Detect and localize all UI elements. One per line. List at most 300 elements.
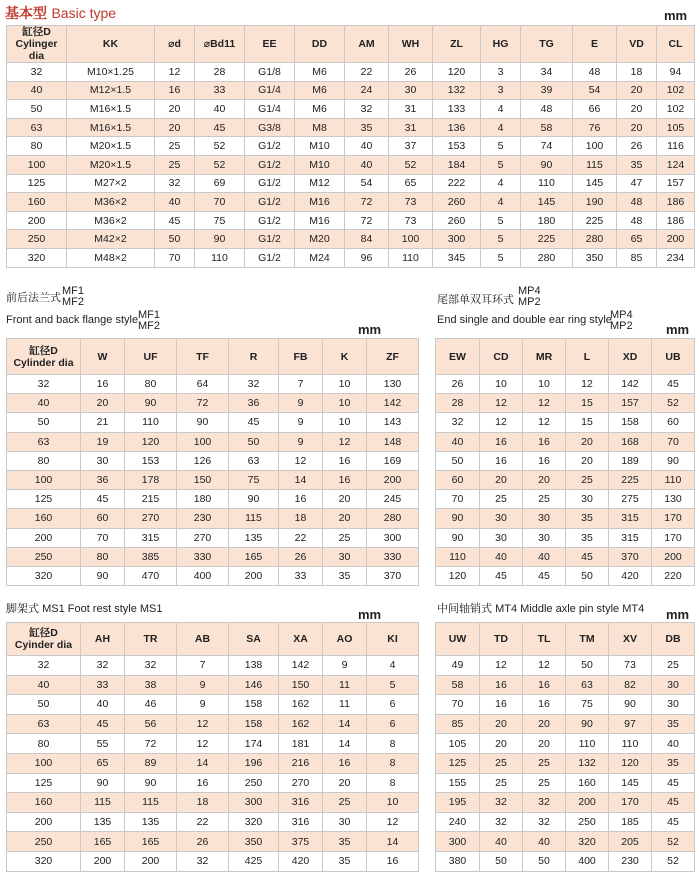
foot-cell: 16 [323,753,367,773]
foot-table [6,622,419,872]
ear-table-row [436,375,695,394]
flange-cell: 270 [177,528,229,547]
ear-cell: 45 [523,566,566,585]
flange-cell: 30 [81,451,125,470]
flange-code2-en: MF2 [138,320,160,332]
ear-cell: 12 [480,413,523,432]
flange-cell: 33 [279,566,323,585]
basic-cell: 4 [481,100,521,119]
ear-cell: 370 [609,547,652,566]
pin-cell: 205 [609,832,652,852]
pin-table-row [436,734,695,754]
basic-table-row [7,193,695,212]
flange-cell: 100 [7,470,81,489]
basic-cell: G1/2 [245,174,295,193]
basic-cell: 37 [389,137,433,156]
flange-col-header: TF [177,339,229,375]
ear-cell: 40 [523,547,566,566]
flange-title-cn: 前后法兰式 [6,292,61,304]
basic-cell: 65 [617,230,657,249]
foot-cell: 55 [81,734,125,754]
flange-unit: mm [358,322,382,337]
flange-cell: 20 [323,490,367,509]
ear-cell: 275 [609,490,652,509]
flange-cell: 315 [125,528,177,547]
foot-cell: 56 [125,714,177,734]
basic-cell: G1/2 [245,137,295,156]
flange-code2: MF2 [62,296,84,308]
foot-cell: 10 [367,793,419,813]
foot-cell: 32 [81,656,125,676]
flange-cell: 19 [81,432,125,451]
basic-cell: M12×1.5 [67,81,155,100]
basic-cell: 100 [7,155,67,174]
foot-cell: 14 [367,832,419,852]
foot-cell: 14 [323,714,367,734]
ear-table-row [436,566,695,585]
basic-col-header: HG [481,26,521,63]
ear-table-row [436,394,695,413]
flange-cell: 215 [125,490,177,509]
pin-cell: 90 [566,714,609,734]
flange-cell: 10 [323,413,367,432]
basic-cell: 4 [481,193,521,212]
foot-cell: 40 [81,695,125,715]
basic-cell: 25 [155,137,195,156]
basic-table-row [7,211,695,230]
basic-cell: 28 [195,63,245,82]
basic-cell: M16 [295,211,345,230]
foot-cell: 35 [323,832,367,852]
foot-table-row [7,812,419,832]
basic-cell: M10×1.25 [67,63,155,82]
basic-cell: 145 [521,193,573,212]
flange-code1-en: MF1 [138,309,160,321]
flange-cell: 90 [177,413,229,432]
foot-cell: 12 [367,812,419,832]
foot-cell: 9 [177,675,229,695]
basic-table-row [7,118,695,137]
basic-col-header: AM [345,26,389,63]
basic-cell: 110 [521,174,573,193]
flange-cell: 16 [323,470,367,489]
pin-table-row [436,832,695,852]
flange-cell: 470 [125,566,177,585]
basic-cell: 80 [7,137,67,156]
pin-cell: 16 [523,695,566,715]
pin-cell: 35 [652,753,695,773]
flange-cell: 135 [229,528,279,547]
foot-cell: 40 [7,675,81,695]
foot-cell: 300 [229,793,279,813]
pin-table-row [436,812,695,832]
foot-cell: 22 [177,812,229,832]
basic-cell: 85 [617,248,657,267]
flange-cell: 12 [279,451,323,470]
pin-cell: 73 [609,656,652,676]
basic-cell: 280 [573,230,617,249]
pin-cell: 25 [480,753,523,773]
foot-cell: 320 [229,812,279,832]
flange-cell: 330 [177,547,229,566]
basic-cell: 234 [657,248,695,267]
basic-cell: 115 [573,155,617,174]
ear-code2-en: MP2 [610,320,633,332]
pin-table-row [436,675,695,695]
foot-cell: 158 [229,714,279,734]
foot-cell: 160 [7,793,81,813]
pin-unit: mm [666,607,690,622]
foot-cell: 162 [279,714,323,734]
pin-cell: 52 [652,851,695,871]
basic-unit: mm [664,8,688,23]
flange-cell: 400 [177,566,229,585]
pin-cell: 50 [523,851,566,871]
pin-cell: 25 [523,773,566,793]
flange-cell: 80 [7,451,81,470]
flange-cell: 150 [177,470,229,489]
flange-cell: 72 [177,394,229,413]
basic-table-row [7,81,695,100]
basic-cell: 110 [195,248,245,267]
flange-cell: 180 [177,490,229,509]
ear-cell: 30 [480,528,523,547]
foot-col-header: AH [81,623,125,656]
basic-cell: M36×2 [67,193,155,212]
pin-cell: 20 [480,714,523,734]
ear-cell: 90 [652,451,695,470]
basic-cell: 26 [389,63,433,82]
ear-cell: 35 [566,509,609,528]
ear-unit: mm [666,322,690,337]
basic-col-header: CL [657,26,695,63]
ear-cell: 12 [566,375,609,394]
basic-cell: 65 [389,174,433,193]
ear-cell: 225 [609,470,652,489]
pin-cell: 230 [609,851,652,871]
foot-cell: 100 [7,753,81,773]
foot-cell: 26 [177,832,229,852]
foot-table-row [7,656,419,676]
pin-cell: 25 [652,656,695,676]
pin-col-header: TM [566,623,609,656]
basic-col-header: ZL [433,26,481,63]
foot-col-header: AO [323,623,367,656]
basic-cell: 90 [195,230,245,249]
foot-col-header: XA [279,623,323,656]
basic-cell: 94 [657,63,695,82]
ear-cell: 20 [566,432,609,451]
ear-cell: 16 [480,432,523,451]
basic-table-row [7,100,695,119]
flange-cell: 9 [279,413,323,432]
basic-title-en: Basic type [51,5,117,21]
basic-cell: 110 [389,248,433,267]
foot-cell: 146 [229,675,279,695]
flange-cell: 36 [229,394,279,413]
foot-cell: 7 [177,656,229,676]
foot-cell: 115 [125,793,177,813]
ear-code1: MP4 [518,285,541,297]
basic-cell: M36×2 [67,211,155,230]
foot-cell: 30 [323,812,367,832]
flange-cell: 36 [81,470,125,489]
foot-cell: 125 [7,773,81,793]
foot-cell: 14 [323,734,367,754]
basic-cell: 345 [433,248,481,267]
pin-cell: 155 [436,773,480,793]
pin-col-header: XV [609,623,652,656]
flange-cell: 148 [367,432,419,451]
basic-cell: 40 [345,137,389,156]
ear-cell: 10 [480,375,523,394]
basic-cell: 186 [657,211,695,230]
ear-col-header: MR [523,339,566,375]
foot-cell: 18 [177,793,229,813]
ear-table-row [436,413,695,432]
pin-cell: 16 [480,695,523,715]
basic-cell: 136 [433,118,481,137]
foot-cell: 115 [81,793,125,813]
ear-table-row [436,547,695,566]
basic-cell: 54 [573,81,617,100]
basic-cell: 40 [7,81,67,100]
pin-cell: 195 [436,793,480,813]
ear-cell: 50 [436,451,480,470]
basic-cell: 34 [521,63,573,82]
flange-cell: 80 [81,547,125,566]
pin-title-cn: 中间轴销式 [437,603,492,615]
basic-cell: 5 [481,137,521,156]
pin-cell: 170 [609,793,652,813]
foot-cell: 65 [81,753,125,773]
pin-cell: 52 [652,832,695,852]
foot-cell: 90 [81,773,125,793]
ear-cell: 40 [480,547,523,566]
flange-cell: 40 [7,394,81,413]
foot-cell: 35 [323,851,367,871]
basic-cell: 102 [657,100,695,119]
foot-cell: 165 [81,832,125,852]
pin-cell: 30 [652,675,695,695]
foot-cell: 174 [229,734,279,754]
basic-cell: 260 [433,193,481,212]
basic-col-header: EE [245,26,295,63]
basic-cell: 63 [7,118,67,137]
foot-cell: 5 [367,675,419,695]
ear-cell: 16 [480,451,523,470]
flange-cell: 35 [323,566,367,585]
basic-table [6,25,695,268]
basic-cell: M20×1.5 [67,137,155,156]
pin-cell: 250 [566,812,609,832]
ear-cell: 157 [609,394,652,413]
flange-cell: 50 [7,413,81,432]
flange-cell: 245 [367,490,419,509]
basic-cell: 200 [657,230,695,249]
pin-cell: 160 [566,773,609,793]
foot-cell: 270 [279,773,323,793]
basic-cell: M10 [295,137,345,156]
pin-cell: 380 [436,851,480,871]
basic-cell: 54 [345,174,389,193]
basic-col-header: VD [617,26,657,63]
pin-cell: 185 [609,812,652,832]
basic-cell: 4 [481,118,521,137]
ear-cell: 130 [652,490,695,509]
basic-cell: 48 [617,211,657,230]
flange-cell: 165 [229,547,279,566]
flange-cell: 9 [279,394,323,413]
basic-col-header: DD [295,26,345,63]
flange-cell: 16 [81,375,125,394]
foot-table-row [7,695,419,715]
foot-title-cn: 脚架式 [6,603,39,615]
basic-cell: 100 [389,230,433,249]
ear-col-header: XD [609,339,652,375]
foot-cell: 32 [125,656,177,676]
foot-table-row [7,832,419,852]
basic-cell: 70 [195,193,245,212]
pin-header-row [436,623,695,656]
foot-cell: 12 [177,714,229,734]
basic-cell: 39 [521,81,573,100]
basic-cell: M6 [295,81,345,100]
basic-cell: 96 [345,248,389,267]
flange-cell: 45 [229,413,279,432]
foot-title-en: MS1 Foot rest style MS1 [42,603,163,615]
basic-cell: 74 [521,137,573,156]
basic-cell: 186 [657,193,695,212]
flange-cell: 100 [177,432,229,451]
pin-cell: 12 [480,656,523,676]
flange-table-row [7,566,419,585]
ear-cell: 90 [436,509,480,528]
flange-title-en: Front and back flange style [6,314,139,326]
ear-cell: 30 [523,528,566,547]
basic-cell: 40 [195,100,245,119]
foot-cell: 8 [367,734,419,754]
flange-cell: 280 [367,509,419,528]
ear-title-en: End single and double ear ring style [437,314,612,326]
foot-cell: 6 [367,714,419,734]
flange-cell: 16 [279,490,323,509]
basic-cell: 30 [389,81,433,100]
flange-code1: MF1 [62,285,84,297]
pin-cell: 120 [609,753,652,773]
flange-table-row [7,490,419,509]
basic-cell: 52 [195,155,245,174]
basic-cell: 45 [195,118,245,137]
basic-cell: 20 [617,81,657,100]
basic-cell: M12 [295,174,345,193]
basic-cell: 190 [573,193,617,212]
ear-cell: 20 [523,470,566,489]
pin-cell: 35 [652,714,695,734]
pin-col-header: TL [523,623,566,656]
pin-cell: 70 [436,695,480,715]
flange-cell: 7 [279,375,323,394]
ear-cell: 170 [652,528,695,547]
basic-cell: 69 [195,174,245,193]
basic-cell: 66 [573,100,617,119]
pin-cell: 125 [436,753,480,773]
basic-cell: 5 [481,230,521,249]
pin-cell: 45 [652,773,695,793]
pin-cell: 32 [523,793,566,813]
ear-code2: MP2 [518,296,541,308]
foot-cell: 181 [279,734,323,754]
ear-cell: 120 [436,566,480,585]
ear-cell: 52 [652,394,695,413]
foot-cell: 158 [229,695,279,715]
flange-cell: 90 [229,490,279,509]
flange-cell: 21 [81,413,125,432]
flange-cell: 320 [7,566,81,585]
pin-cell: 49 [436,656,480,676]
pin-cell: 50 [566,656,609,676]
basic-cell: G1/2 [245,155,295,174]
foot-cell: 63 [7,714,81,734]
foot-col-header: 缸径D Cyinder dia [7,623,81,656]
foot-table-row [7,734,419,754]
flange-cell: 125 [7,490,81,509]
ear-cell: 200 [652,547,695,566]
pin-cell: 90 [609,695,652,715]
basic-cell: M6 [295,100,345,119]
basic-cell: G1/2 [245,248,295,267]
flange-cell: 64 [177,375,229,394]
basic-header-row [7,26,695,63]
basic-cell: 35 [617,155,657,174]
flange-cell: 16 [323,451,367,470]
flange-table-row [7,432,419,451]
basic-cell: M6 [295,63,345,82]
ear-table-row [436,470,695,489]
foot-cell: 420 [279,851,323,871]
foot-cell: 250 [229,773,279,793]
flange-col-header: ZF [367,339,419,375]
pin-cell: 40 [652,734,695,754]
basic-title-cn: 基本型 [5,5,47,21]
basic-cell: G1/2 [245,193,295,212]
pin-cell: 85 [436,714,480,734]
basic-cell: 20 [617,100,657,119]
flange-cell: 169 [367,451,419,470]
flange-cell: 385 [125,547,177,566]
foot-cell: 165 [125,832,177,852]
foot-cell: 20 [323,773,367,793]
foot-cell: 216 [279,753,323,773]
foot-cell: 6 [367,695,419,715]
pin-table-row [436,773,695,793]
flange-cell: 14 [279,470,323,489]
basic-cell: 153 [433,137,481,156]
basic-cell: 48 [573,63,617,82]
basic-cell: 105 [657,118,695,137]
flange-cell: 120 [125,432,177,451]
basic-cell: G1/4 [245,81,295,100]
pin-cell: 63 [566,675,609,695]
ear-col-header: L [566,339,609,375]
basic-cell: 180 [521,211,573,230]
ear-table-row [436,528,695,547]
basic-table-row [7,137,695,156]
ear-cell: 40 [436,432,480,451]
pin-cell: 20 [523,734,566,754]
flange-cell: 115 [229,509,279,528]
foot-cell: 14 [177,753,229,773]
